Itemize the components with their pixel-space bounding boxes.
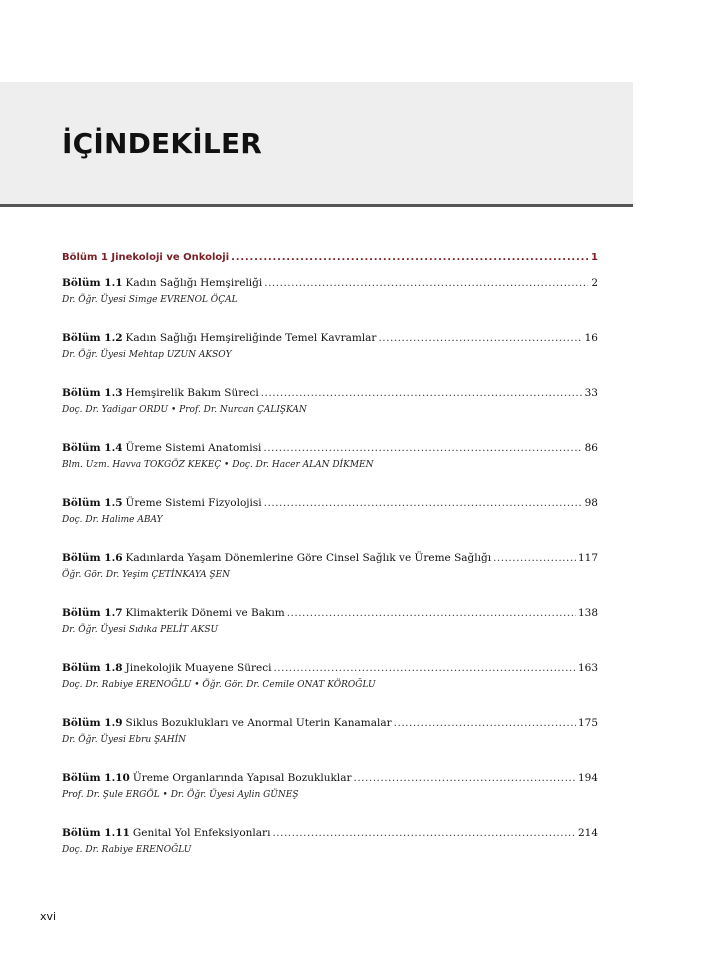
chapter-authors: Dr. Öğr. Üyesi Mehtap UZUN AKSOY bbox=[62, 350, 232, 360]
chapter-page-number: 98 bbox=[584, 497, 598, 509]
toc-part-heading[interactable] bbox=[62, 252, 598, 268]
dot-leader bbox=[263, 442, 582, 454]
toc-entry-row[interactable] bbox=[62, 497, 598, 512]
toc-entry bbox=[62, 772, 598, 827]
dot-leader bbox=[264, 277, 588, 289]
chapter-number: Bölüm 1.1 bbox=[62, 277, 123, 289]
chapter-page-number: 117 bbox=[577, 552, 598, 564]
part-label: Bölüm 1 Jinekoloji ve Onkoloji bbox=[62, 252, 230, 263]
chapter-number: Bölüm 1.6 bbox=[62, 552, 123, 564]
toc-entries bbox=[62, 277, 598, 882]
toc-entry bbox=[62, 552, 598, 607]
chapter-page-number: 33 bbox=[584, 387, 598, 399]
toc-entry bbox=[62, 332, 598, 387]
dot-leader bbox=[261, 387, 583, 399]
chapter-number: Bölüm 1.8 bbox=[62, 662, 123, 674]
dot-leader bbox=[354, 772, 576, 784]
dot-leader bbox=[272, 827, 576, 839]
table-of-contents bbox=[62, 252, 598, 882]
chapter-authors: Blm. Uzm. Havva TOKGÖZ KEKEÇ • Doç. Dr. Hacer ALAN DİKMEN bbox=[62, 460, 374, 470]
toc-entry bbox=[62, 717, 598, 772]
chapter-title: Üreme Sistemi Anatomisi bbox=[125, 442, 262, 454]
chapter-page-number: 138 bbox=[577, 607, 598, 619]
chapter-title: Siklus Bozuklukları ve Anormal Uterin Kanamalar bbox=[125, 717, 392, 729]
chapter-title: Klimakterik Dönemi ve Bakım bbox=[125, 607, 285, 619]
chapter-authors: Doç. Dr. Rabiye ERENOĞLU bbox=[62, 845, 192, 855]
toc-entry-row[interactable] bbox=[62, 662, 598, 677]
footer-page-number: xvi bbox=[40, 910, 57, 923]
chapter-title: Jinekolojik Muayene Süreci bbox=[125, 662, 272, 674]
dot-leader bbox=[287, 607, 576, 619]
chapter-page-number: 86 bbox=[584, 442, 598, 454]
chapter-title: Kadın Sağlığı Hemşireliğinde Temel Kavramlar bbox=[125, 332, 377, 344]
chapter-page-number: 163 bbox=[577, 662, 598, 674]
chapter-authors: Doç. Dr. Rabiye ERENOĞLU • Öğr. Gör. Dr. Cemile ONAT KÖROĞLU bbox=[62, 680, 376, 690]
chapter-authors: Dr. Öğr. Üyesi Ebru ŞAHİN bbox=[62, 735, 187, 745]
chapter-page-number: 175 bbox=[577, 717, 598, 729]
dot-leader bbox=[394, 717, 576, 729]
chapter-title: Hemşirelik Bakım Süreci bbox=[125, 387, 259, 399]
toc-entry-row[interactable] bbox=[62, 332, 598, 347]
chapter-authors: Dr. Öğr. Üyesi Simge EVRENOL ÖÇAL bbox=[62, 295, 238, 305]
chapter-page-number: 2 bbox=[591, 277, 598, 289]
chapter-title: Kadın Sağlığı Hemşireliği bbox=[125, 277, 263, 289]
chapter-number: Bölüm 1.2 bbox=[62, 332, 123, 344]
header-divider bbox=[0, 204, 633, 207]
toc-entry bbox=[62, 497, 598, 552]
chapter-page-number: 16 bbox=[584, 332, 598, 344]
toc-entry bbox=[62, 442, 598, 497]
dot-leader bbox=[378, 332, 582, 344]
chapter-authors: Öğr. Gör. Dr. Yeşim ÇETİNKAYA ŞEN bbox=[62, 570, 231, 580]
chapter-page-number: 194 bbox=[577, 772, 598, 784]
dot-leader bbox=[493, 552, 576, 564]
chapter-number: Bölüm 1.5 bbox=[62, 497, 123, 509]
toc-entry-row[interactable] bbox=[62, 277, 598, 292]
toc-entry bbox=[62, 827, 598, 882]
toc-entry bbox=[62, 387, 598, 442]
toc-entry-row[interactable] bbox=[62, 827, 598, 842]
dot-leader bbox=[264, 497, 583, 509]
toc-entry-row[interactable] bbox=[62, 717, 598, 732]
chapter-authors: Doç. Dr. Yadigar ORDU • Prof. Dr. Nurcan ÇALIŞKAN bbox=[62, 405, 307, 415]
dot-leader bbox=[273, 662, 576, 674]
chapter-title: Kadınlarda Yaşam Dönemlerine Göre Cinsel Sağlık ve Üreme Sağlığı bbox=[125, 552, 492, 564]
chapter-title: Üreme Organlarında Yapısal Bozukluklar bbox=[132, 772, 352, 784]
toc-entry-row[interactable] bbox=[62, 607, 598, 622]
chapter-authors: Dr. Öğr. Üyesi Sıdıka PELİT AKSU bbox=[62, 625, 219, 635]
chapter-authors: Doç. Dr. Halime ABAY bbox=[62, 515, 163, 525]
toc-entry bbox=[62, 662, 598, 717]
chapter-number: Bölüm 1.3 bbox=[62, 387, 123, 399]
chapter-number: Bölüm 1.7 bbox=[62, 607, 123, 619]
chapter-page-number: 214 bbox=[577, 827, 598, 839]
dot-leader bbox=[231, 252, 588, 263]
toc-entry-row[interactable] bbox=[62, 387, 598, 402]
chapter-number: Bölüm 1.4 bbox=[62, 442, 123, 454]
toc-entry-row[interactable] bbox=[62, 772, 598, 787]
chapter-number: Bölüm 1.11 bbox=[62, 827, 130, 839]
part-page-number: 1 bbox=[591, 252, 598, 263]
toc-entry-row[interactable] bbox=[62, 442, 598, 457]
chapter-title: Genital Yol Enfeksiyonları bbox=[132, 827, 271, 839]
chapter-number: Bölüm 1.9 bbox=[62, 717, 123, 729]
page-title: İÇİNDEKİLER bbox=[62, 127, 263, 160]
toc-entry bbox=[62, 607, 598, 662]
chapter-number: Bölüm 1.10 bbox=[62, 772, 130, 784]
toc-entry bbox=[62, 277, 598, 332]
chapter-title: Üreme Sistemi Fizyolojisi bbox=[125, 497, 262, 509]
toc-entry-row[interactable] bbox=[62, 552, 598, 567]
chapter-authors: Prof. Dr. Şule ERGÖL • Dr. Öğr. Üyesi Aylin GÜNEŞ bbox=[62, 790, 299, 800]
